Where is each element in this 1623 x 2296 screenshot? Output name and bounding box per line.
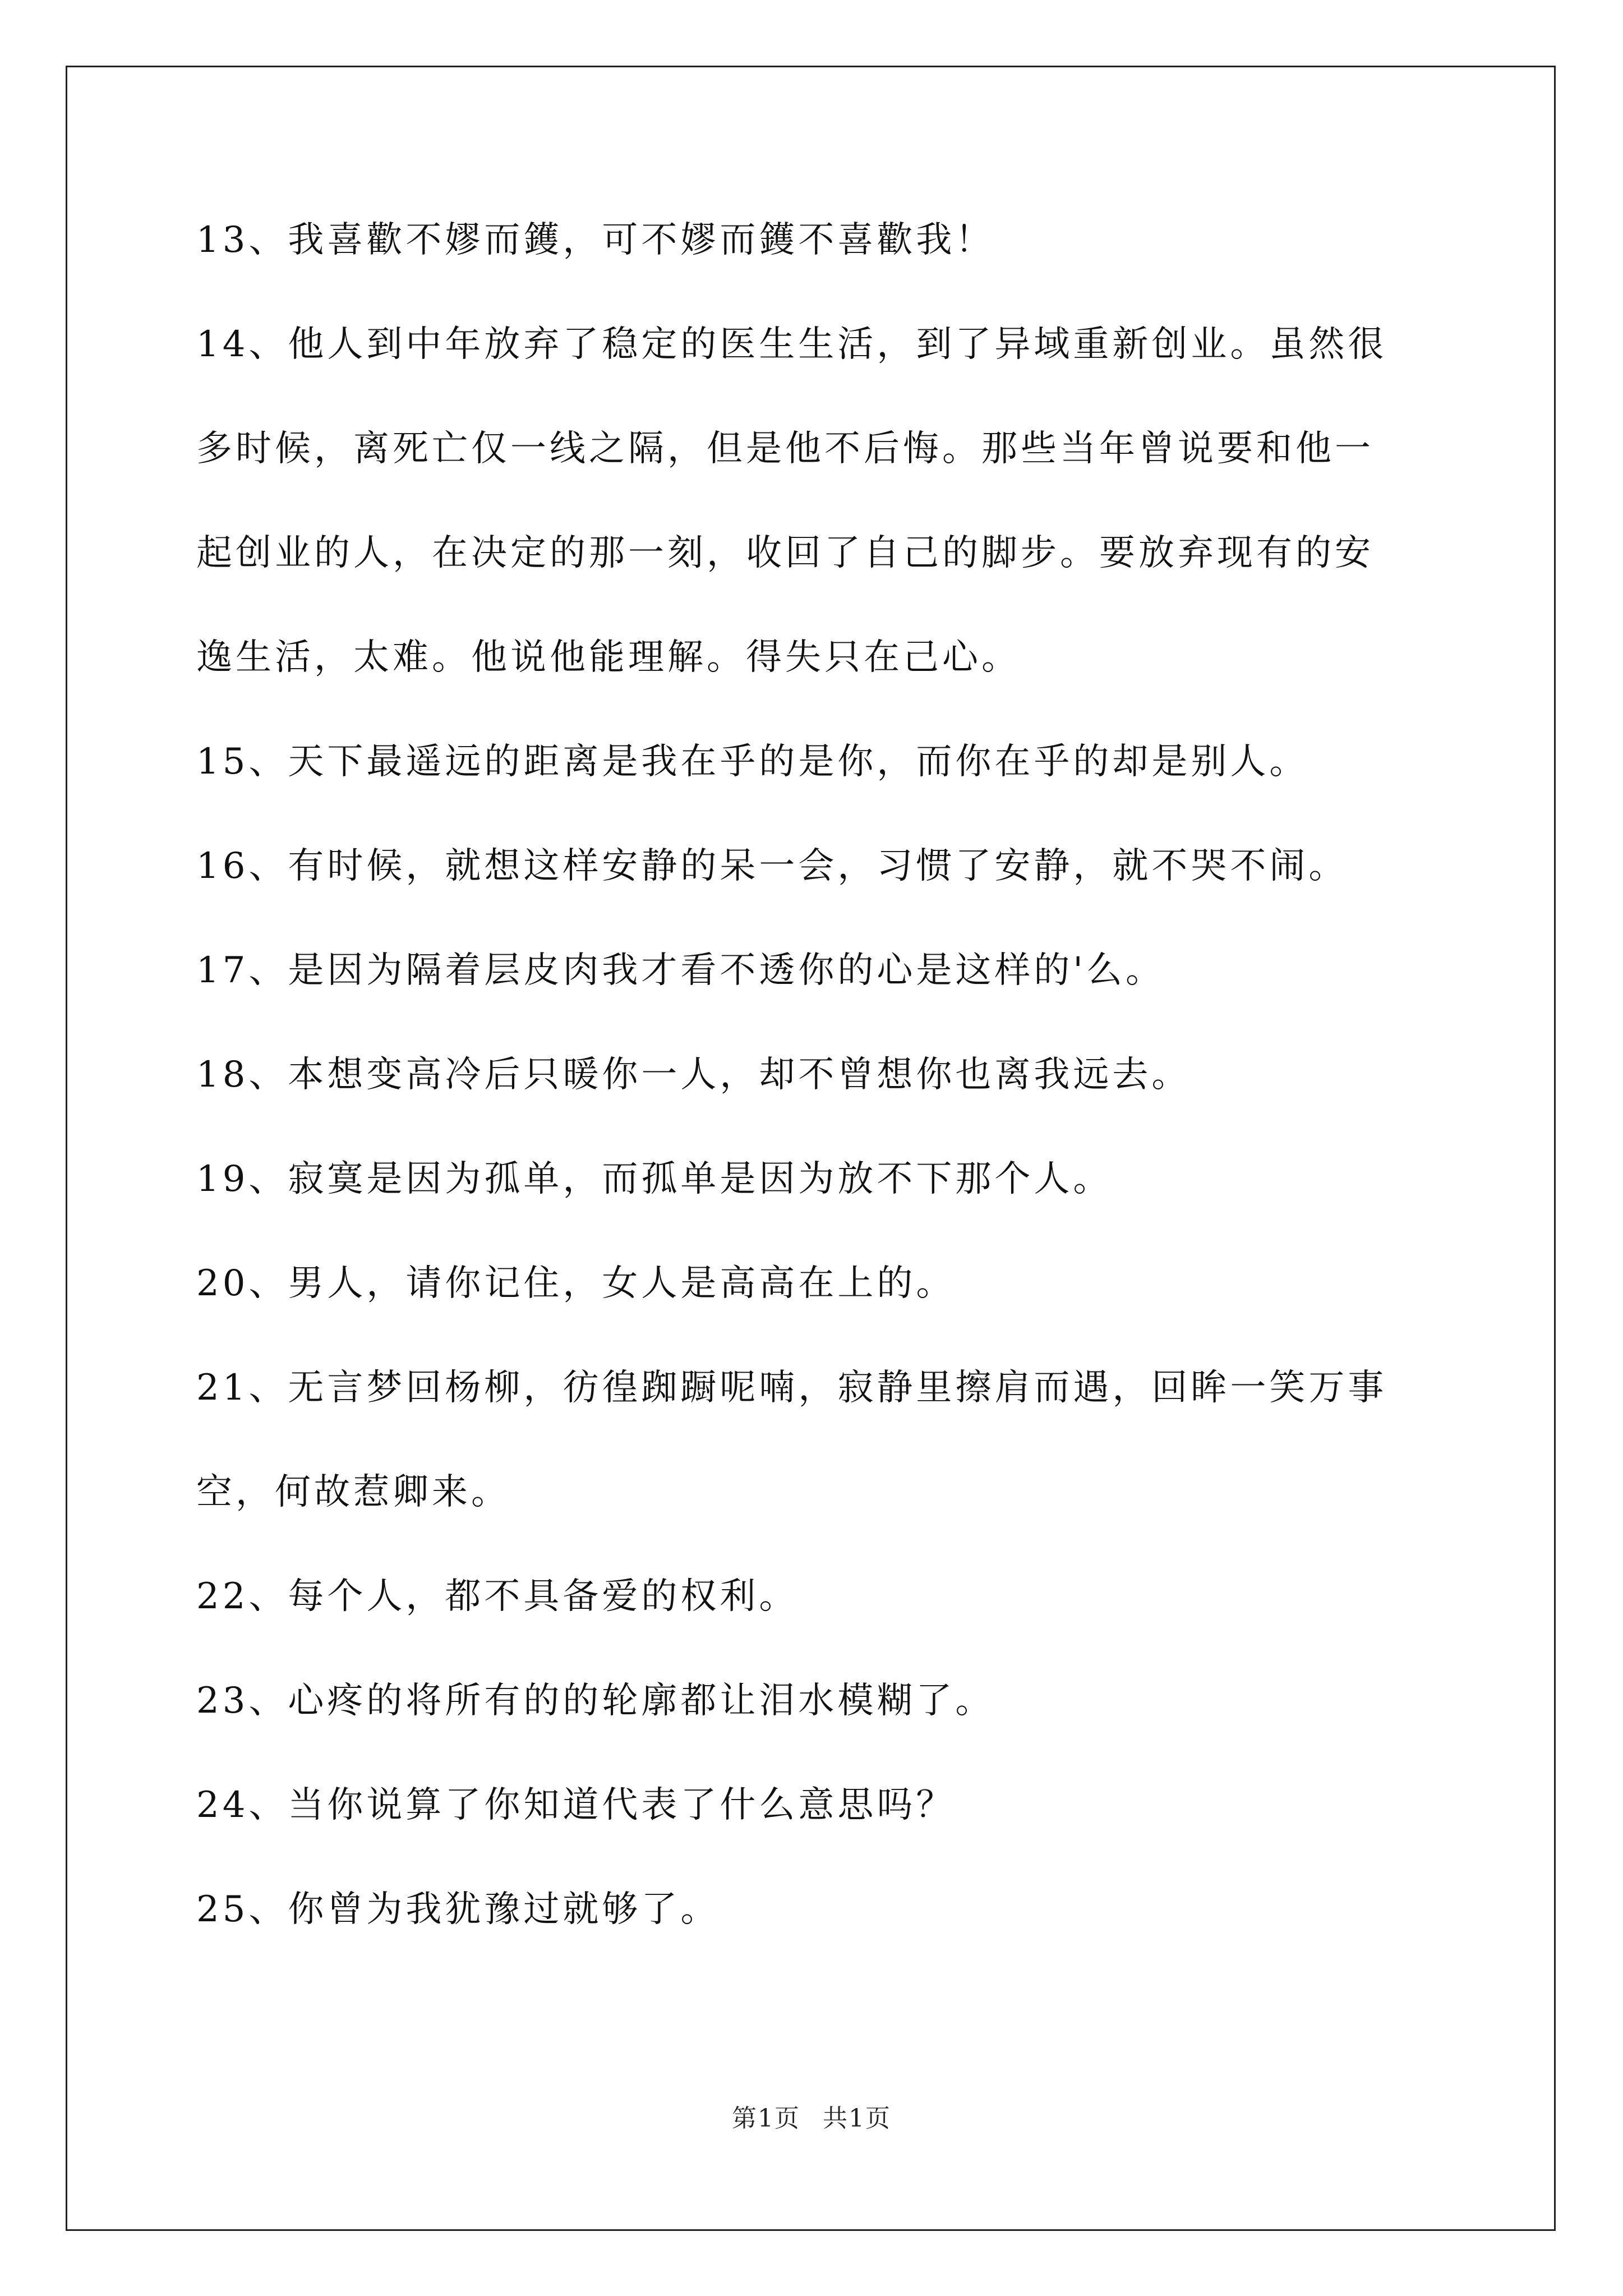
text-line: 16、有时候，就想这样安静的呆一会，习惯了安静，就不哭不闹。: [196, 845, 1348, 887]
text-line: 19、寂寞是因为孤单，而孤单是因为放不下那个人。: [196, 1158, 1113, 1200]
text-line: 17、是因为隔着层皮肉我才看不透你的心是这样的'么。: [196, 950, 1165, 991]
text-line: 21、无言梦回杨柳，彷徨踟蹰呢喃，寂静里擦肩而遇，回眸一笑万事: [196, 1367, 1387, 1409]
text-line: 15、天下最遥远的距离是我在乎的是你，而你在乎的却是别人。: [196, 741, 1309, 783]
text-line: 25、你曾为我犹豫过就够了。: [196, 1889, 720, 1930]
text-line: 14、他人到中年放弃了稳定的医生生活，到了异域重新创业。虽然很: [196, 324, 1387, 365]
text-line: 24、当你说算了你知道代表了什么意思吗？: [196, 1784, 956, 1826]
text-line: 22、每个人，都不具备爱的权利。: [196, 1576, 799, 1617]
text-line: 逸生活，太难。他说他能理解。得失只在己心。: [196, 637, 1021, 678]
text-line: 多时候，离死亡仅一线之隔，但是他不后悔。那些当年曾说要和他一: [196, 428, 1374, 470]
page-number-total: 共1页: [823, 2104, 891, 2133]
page-footer: [0, 2098, 1623, 2134]
text-line: 空，何故惹卿来。: [196, 1471, 510, 1513]
text-line: 起创业的人，在决定的那一刻，收回了自己的脚步。要放弃现有的安: [196, 532, 1374, 574]
text-line: 18、本想变高冷后只暖你一人，却不曾想你也离我远去。: [196, 1054, 1191, 1096]
text-line: 23、心疼的将所有的的轮廓都让泪水模糊了。: [196, 1680, 995, 1722]
text-line: 13、我喜歡不嫪而鑊，可不嫪而鑊不喜歡我！: [196, 219, 995, 261]
page-number-current: 第1页: [732, 2104, 800, 2133]
text-line: 20、男人，请你记住，女人是高高在上的。: [196, 1263, 956, 1304]
